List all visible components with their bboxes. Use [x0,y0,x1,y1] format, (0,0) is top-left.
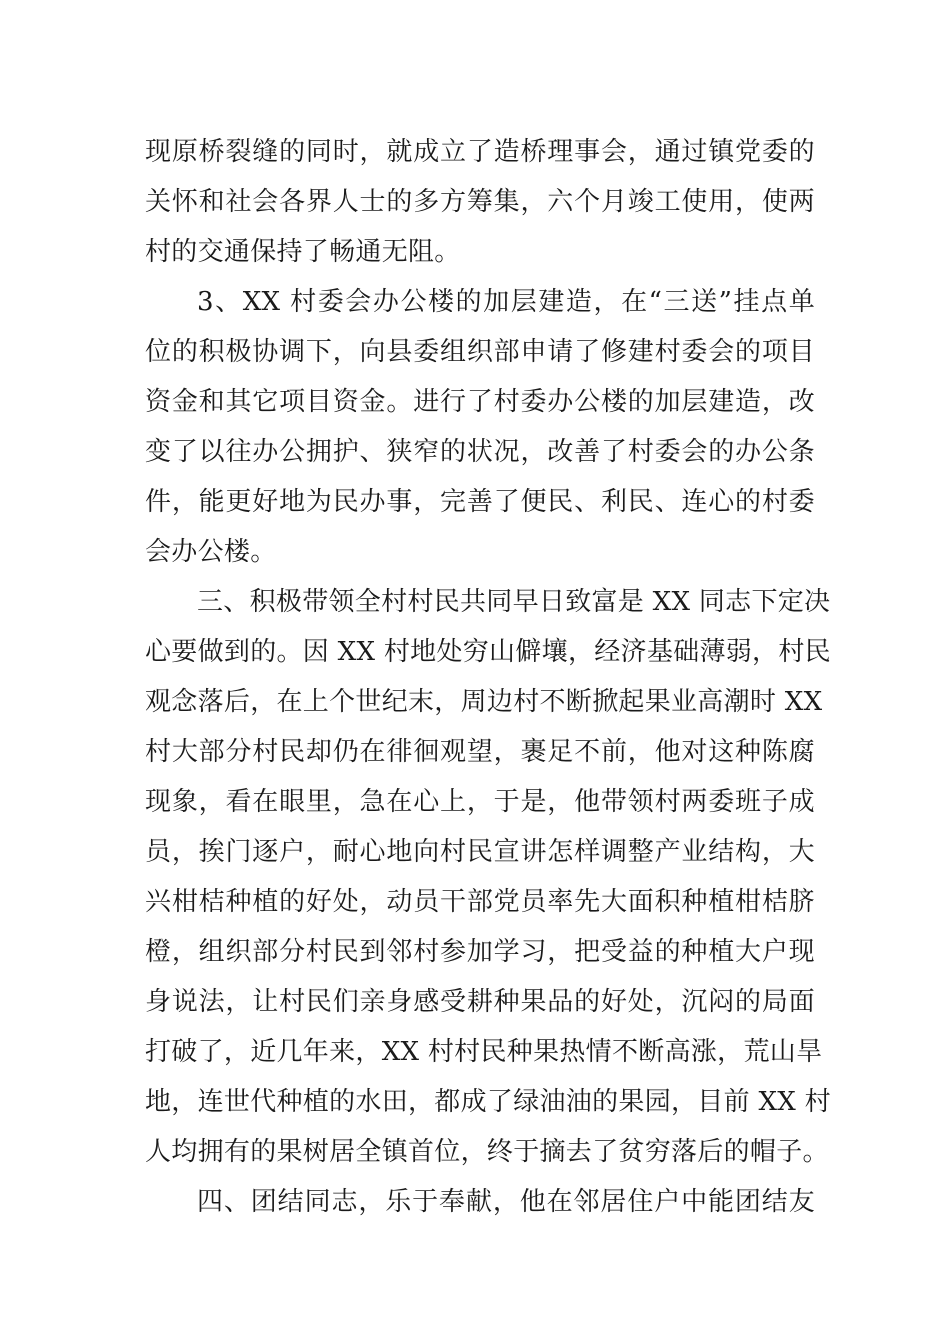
text-line: 位的积极协调下，向县委组织部申请了修建村委会的项目 [145,337,815,367]
text-line: 身说法，让村民们亲身感受耕种果品的好处，沉闷的局面 [145,987,815,1017]
text-line: 村的交通保持了畅通无阻。 [145,237,461,267]
text-line: 村大部分村民却仍在徘徊观望，裹足不前，他对这种陈腐 [145,737,815,767]
text-line: 橙，组织部分村民到邻村参加学习，把受益的种植大户现 [145,937,815,967]
text-line: 三、积极带领全村村民共同早日致富是 XX 同志下定决 [197,587,831,617]
text-line: 观念落后，在上个世纪末，周边村不断掀起果业高潮时 XX [145,687,823,717]
text-line: 变了以往办公拥护、狭窄的状况，改善了村委会的办公条 [145,437,815,467]
text-line: 现象，看在眼里，急在心上，于是，他带领村两委班子成 [145,787,815,817]
text-line: 员，挨门逐户，耐心地向村民宣讲怎样调整产业结构，大 [145,837,815,867]
text-line: 心要做到的。因 XX 村地处穷山僻壤，经济基础薄弱，村民 [145,637,831,667]
text-line: 打破了，近几年来，XX 村村民种果热情不断高涨，荒山旱 [145,1037,823,1067]
text-line: 资金和其它项目资金。进行了村委办公楼的加层建造，改 [145,387,815,417]
text-line: 3、XX 村委会办公楼的加层建造，在“三送”挂点单 [197,287,815,317]
text-line: 人均拥有的果树居全镇首位，终于摘去了贫穷落后的帽子。 [145,1137,829,1167]
text-line: 关怀和社会各界人士的多方筹集，六个月竣工使用，使两 [145,187,815,217]
text-line: 会办公楼。 [145,537,277,567]
text-line: 兴柑桔种植的好处，动员干部党员率先大面积种植柑桔脐 [145,887,815,917]
text-line: 地，连世代种植的水田，都成了绿油油的果园，目前 XX 村 [145,1087,831,1117]
text-line: 现原桥裂缝的同时，就成立了造桥理事会，通过镇党委的 [145,137,815,167]
text-line: 件，能更好地为民办事，完善了便民、利民、连心的村委 [145,487,815,517]
text-line: 四、团结同志，乐于奉献，他在邻居住户中能团结友 [197,1187,815,1217]
